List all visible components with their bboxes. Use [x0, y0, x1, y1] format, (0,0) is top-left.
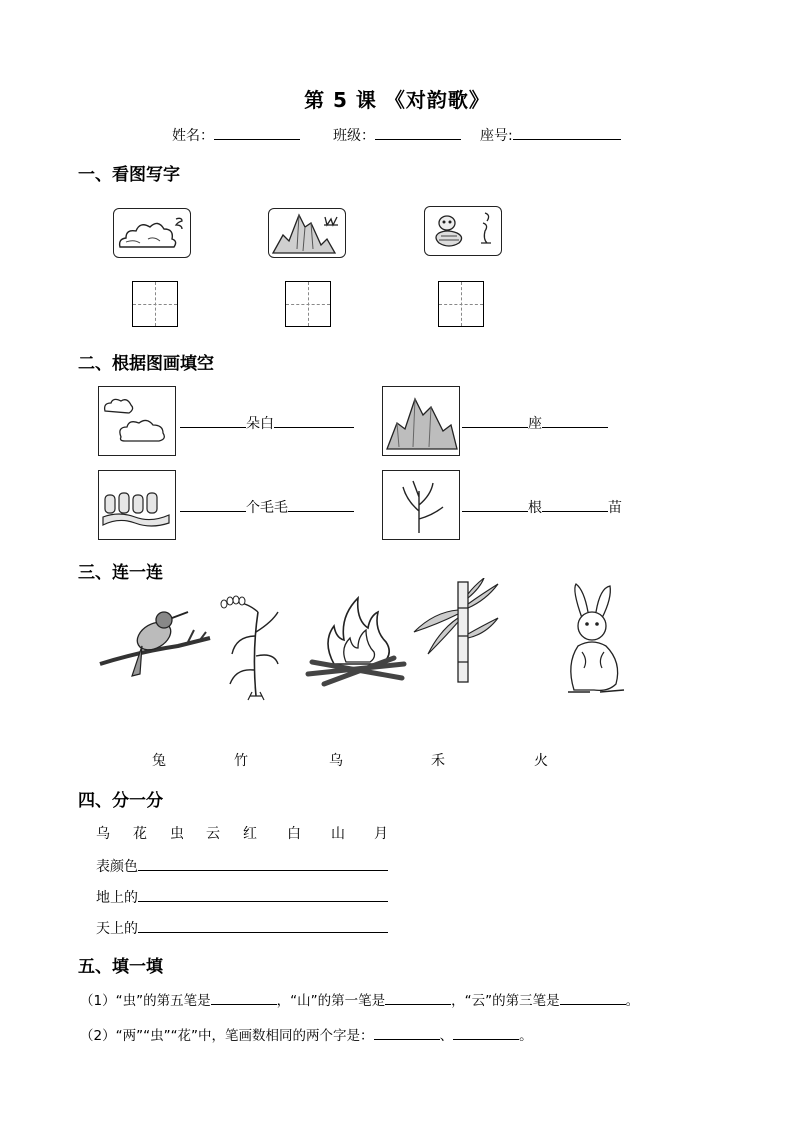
sort-char-3: 虫: [170, 826, 184, 842]
worm-picture: [424, 206, 502, 256]
rabbit-picture: [560, 580, 632, 698]
blank[interactable]: [374, 1024, 440, 1040]
q1-part-b: ，“山”的第一笔是: [276, 993, 386, 1009]
class-label: 班级：: [333, 128, 375, 144]
sprout-icon: [383, 471, 459, 539]
match-char-5[interactable]: 火: [534, 753, 548, 769]
sort-row-color: [96, 855, 388, 876]
sort-char-8: 月: [374, 826, 388, 842]
match-char-4[interactable]: 禾: [431, 753, 445, 769]
worm-icon: [425, 207, 501, 255]
rice-icon: [212, 592, 282, 702]
fill-mountain-text: 座: [528, 416, 542, 432]
blank[interactable]: [138, 917, 388, 933]
fill-cloud-line: [180, 412, 354, 433]
section-5-heading: 五、填一填: [78, 957, 163, 977]
section-4-heading: 四、分一分: [78, 791, 163, 811]
cloud-icon: [114, 209, 190, 257]
bird-icon: [98, 594, 214, 690]
worms-icon: [99, 471, 175, 539]
blank[interactable]: [288, 496, 354, 512]
blank[interactable]: [462, 496, 528, 512]
rice-plant-picture: [212, 592, 282, 702]
q2-part-a: （2）“两”“虫”“花”中，笔画数相同的两个字是：: [80, 1028, 374, 1044]
class-blank[interactable]: [375, 124, 461, 140]
blank[interactable]: [138, 855, 388, 871]
sort-row-label: 表颜色: [96, 859, 138, 875]
name-blank[interactable]: [214, 124, 300, 140]
bamboo-icon: [410, 578, 502, 688]
seat-field: [480, 124, 621, 145]
section-1-heading: 一、看图写字: [78, 165, 180, 185]
sort-char-1: 乌: [96, 826, 110, 842]
blank[interactable]: [462, 412, 528, 428]
sort-row-ground: [96, 886, 388, 907]
clouds-icon: [99, 387, 175, 455]
sort-char-7: 山: [331, 826, 345, 842]
clouds-frame: [98, 386, 176, 456]
fill-cloud-text: 朵白: [246, 416, 274, 432]
question-1: [80, 989, 639, 1009]
blank[interactable]: [560, 989, 626, 1005]
name-field: [172, 124, 300, 145]
blank[interactable]: [385, 989, 451, 1005]
blank[interactable]: [211, 989, 277, 1005]
q1-part-a: （1）“虫”的第五笔是: [80, 993, 211, 1009]
blank[interactable]: [542, 496, 608, 512]
q2-sep: 、: [439, 1028, 454, 1044]
class-field: [333, 124, 461, 145]
sort-row-sky: [96, 917, 388, 938]
seat-label: 座号:: [480, 128, 513, 144]
sort-row-label: 地上的: [96, 890, 138, 906]
mountains-icon: [383, 387, 459, 455]
bamboo-picture: [410, 578, 502, 688]
write-box-2[interactable]: [285, 281, 331, 327]
sort-char-4: 云: [206, 826, 220, 842]
fill-worm-line: [180, 496, 354, 517]
write-box-1[interactable]: [132, 281, 178, 327]
match-char-1[interactable]: 兔: [152, 753, 166, 769]
fill-sprout-end: 苗: [608, 500, 622, 516]
sort-char-2: 花: [133, 826, 147, 842]
section-3-heading: 三、连一连: [78, 563, 163, 583]
q2-end: 。: [519, 1028, 533, 1044]
blank[interactable]: [138, 886, 388, 902]
page-title: 第 5 课 《对韵歌》: [304, 88, 490, 112]
match-char-2[interactable]: 竹: [234, 753, 248, 769]
worms-frame: [98, 470, 176, 540]
sort-row-label: 天上的: [96, 921, 138, 937]
blank[interactable]: [274, 412, 354, 428]
fill-worm-text: 个毛毛: [246, 500, 288, 516]
fire-icon: [304, 592, 412, 688]
q1-end: 。: [625, 993, 640, 1009]
bird-picture: [98, 594, 214, 690]
q1-part-c: ，“云”的第三笔是: [451, 993, 560, 1009]
rabbit-icon: [560, 580, 632, 698]
cloud-picture: [113, 208, 191, 258]
fire-picture: [304, 592, 412, 688]
mountain-picture: [268, 208, 346, 258]
blank[interactable]: [180, 412, 246, 428]
mountain-icon: [269, 209, 345, 257]
write-box-3[interactable]: [438, 281, 484, 327]
blank[interactable]: [542, 412, 608, 428]
blank[interactable]: [453, 1024, 519, 1040]
fill-sprout-mid: 根: [528, 500, 542, 516]
sort-char-5: 红: [243, 826, 257, 842]
section-2-heading: 二、根据图画填空: [78, 354, 214, 374]
fill-mountain-line: [462, 412, 608, 433]
mountains-frame: [382, 386, 460, 456]
match-char-3[interactable]: 乌: [329, 753, 343, 769]
seat-blank[interactable]: [513, 124, 621, 140]
fill-sprout-line: [462, 496, 622, 517]
blank[interactable]: [180, 496, 246, 512]
sprout-frame: [382, 470, 460, 540]
question-2: [80, 1024, 533, 1044]
name-label: 姓名：: [172, 128, 214, 144]
sort-char-6: 白: [287, 826, 301, 842]
